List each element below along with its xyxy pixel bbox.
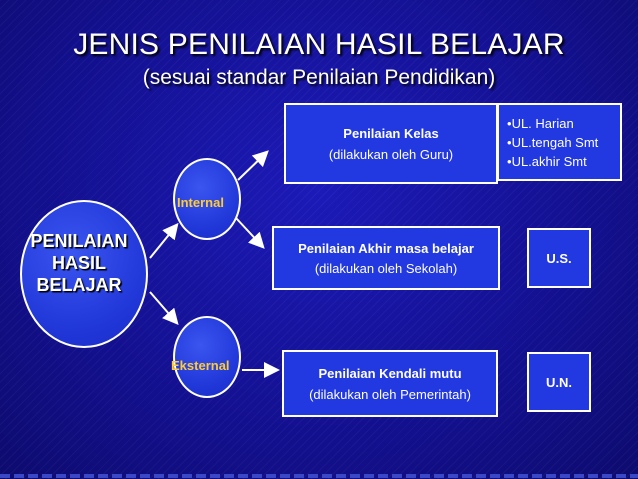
us-box: U.S.	[527, 228, 591, 288]
penilaian-kelas-title: Penilaian Kelas	[343, 125, 439, 141]
un-box: U.N.	[527, 352, 591, 412]
ulangan-item: •UL. Harian	[507, 115, 574, 131]
bottom-border-decoration	[0, 474, 638, 478]
arrow-root-eksternal	[150, 292, 176, 322]
arrow-internal-akhir	[236, 218, 262, 246]
penilaian-akhir-sub: (dilakukan oleh Sekolah)	[314, 260, 458, 276]
root-label-line-2: HASIL	[52, 253, 106, 273]
internal-label: Internal	[177, 195, 224, 210]
root-label-line-3: BELAJAR	[36, 275, 122, 295]
penilaian-kelas-box	[284, 103, 498, 184]
eksternal-circle	[173, 316, 241, 398]
root-label	[4, 230, 154, 296]
slide-title: JENIS PENILAIAN HASIL BELAJAR	[73, 28, 565, 61]
penilaian-akhir-title: Penilaian Akhir masa belajar	[298, 240, 474, 256]
root-label-line-1: PENILAIAN	[30, 231, 128, 251]
ulangan-item: •UL.tengah Smt	[507, 134, 599, 150]
ulangan-item: •UL.akhir Smt	[507, 153, 587, 169]
penilaian-kendali-sub: (dilakukan oleh Pemerintah)	[309, 386, 471, 402]
slide-subtitle: (sesuai standar Penilaian Pendidikan)	[142, 66, 496, 89]
penilaian-kendali-title: Penilaian Kendali mutu	[318, 365, 462, 381]
penilaian-akhir-box	[272, 226, 500, 290]
ulangan-list-box	[497, 103, 622, 181]
arrow-internal-kelas	[238, 153, 266, 180]
penilaian-kelas-sub: (dilakukan oleh Guru)	[328, 146, 454, 162]
eksternal-label: Eksternal	[171, 358, 230, 373]
penilaian-kendali-box	[282, 350, 498, 417]
